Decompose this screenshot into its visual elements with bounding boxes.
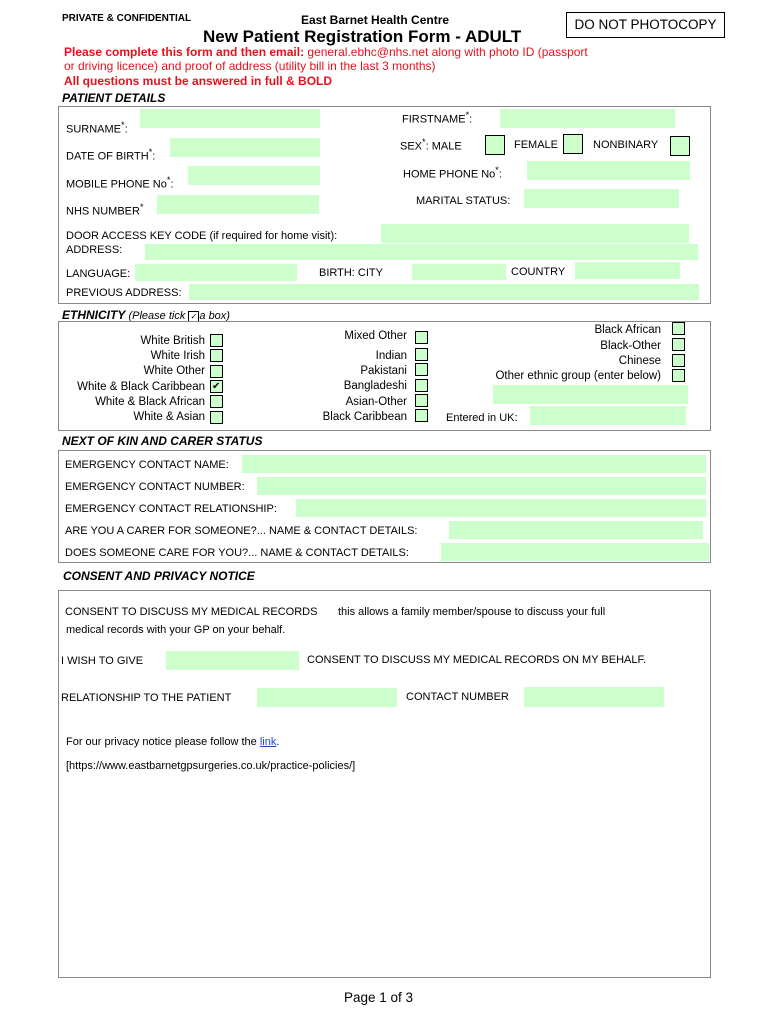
confidential-label: PRIVATE & CONFIDENTIAL bbox=[62, 13, 192, 24]
eth-white-black-caribbean-label: White & Black Caribbean bbox=[77, 381, 205, 393]
carer-for-field[interactable] bbox=[449, 521, 703, 539]
sex-nonbinary-checkbox[interactable] bbox=[670, 136, 690, 156]
door-code-label: DOOR ACCESS KEY CODE (if required for home visit): bbox=[66, 230, 338, 242]
page-number: Page 1 of 3 bbox=[344, 990, 414, 1005]
consent-name-field[interactable] bbox=[166, 651, 299, 670]
dob-label: DATE OF BIRTH*: bbox=[66, 147, 156, 163]
dob-field[interactable] bbox=[170, 138, 320, 157]
sex-nonbinary-label: NONBINARY bbox=[593, 139, 659, 151]
checkmark-icon: ✔ bbox=[212, 381, 221, 392]
consent-desc-2: medical records with your GP on your behalf. bbox=[66, 624, 286, 636]
eth-white-black-african-label: White & Black African bbox=[95, 396, 205, 408]
home-phone-label: HOME PHONE No*: bbox=[403, 165, 502, 181]
eth-asian-other-checkbox[interactable] bbox=[415, 394, 428, 407]
eth-white-irish-label: White Irish bbox=[150, 350, 205, 362]
eth-chinese-checkbox[interactable] bbox=[672, 354, 685, 367]
cared-by-label: DOES SOMEONE CARE FOR YOU?... NAME & CONTACT DETAILS: bbox=[65, 547, 409, 559]
sex-female-label: FEMALE bbox=[514, 139, 559, 151]
form-title: New Patient Registration Form - ADULT bbox=[203, 27, 522, 46]
eth-white-british-checkbox[interactable] bbox=[210, 334, 223, 347]
mobile-field[interactable] bbox=[188, 166, 320, 185]
eth-chinese-label: Chinese bbox=[618, 355, 661, 367]
eth-bangladeshi-checkbox[interactable] bbox=[415, 379, 428, 392]
emergency-number-field[interactable] bbox=[257, 477, 706, 495]
language-label: LANGUAGE: bbox=[66, 268, 131, 280]
birth-city-field[interactable] bbox=[412, 264, 506, 280]
ethnicity-heading: ETHNICITY (Please tick ✓ a box) bbox=[62, 308, 230, 322]
consent-box bbox=[58, 590, 711, 978]
surname-field[interactable] bbox=[140, 109, 320, 128]
do-not-photocopy-stamp: DO NOT PHOTOCOPY bbox=[566, 12, 725, 38]
nhs-field[interactable] bbox=[157, 195, 319, 214]
relationship-label: RELATIONSHIP TO THE PATIENT bbox=[61, 692, 232, 704]
emergency-relationship-field[interactable] bbox=[296, 499, 706, 517]
marital-field[interactable] bbox=[524, 189, 679, 208]
tick-note: (Please tick ✓ a box) bbox=[128, 310, 230, 322]
eth-white-black-african-checkbox[interactable] bbox=[210, 395, 223, 408]
marital-label: MARITAL STATUS: bbox=[416, 195, 511, 207]
emergency-number-label: EMERGENCY CONTACT NUMBER: bbox=[65, 481, 245, 493]
door-code-field[interactable] bbox=[381, 224, 689, 243]
language-field[interactable] bbox=[135, 264, 297, 281]
instructions-line-2: or driving licence) and proof of address (utility bill in the last 3 months) bbox=[64, 59, 436, 73]
eth-asian-other-label: Asian-Other bbox=[345, 396, 407, 408]
eth-other-group-field[interactable] bbox=[493, 385, 688, 404]
eth-mixed-other-label: Mixed Other bbox=[344, 330, 407, 342]
prev-address-field[interactable] bbox=[189, 284, 699, 300]
eth-black-caribbean-checkbox[interactable] bbox=[415, 409, 428, 422]
privacy-url: [https://www.eastbarnetgpsurgeries.co.uk/practice-policies/] bbox=[66, 760, 356, 772]
consent-title: CONSENT TO DISCUSS MY MEDICAL RECORDS bbox=[65, 606, 318, 618]
patient-details-heading: PATIENT DETAILS bbox=[62, 91, 166, 105]
prev-address-label: PREVIOUS ADDRESS: bbox=[66, 287, 182, 299]
entered-uk-label: Entered in UK: bbox=[446, 412, 518, 424]
consent-heading: CONSENT AND PRIVACY NOTICE bbox=[63, 569, 255, 583]
address-label: ADDRESS: bbox=[66, 244, 123, 256]
birth-country-field[interactable] bbox=[575, 262, 680, 279]
eth-white-other-label: White Other bbox=[143, 365, 205, 377]
instructions-line-3: All questions must be answered in full & BOLD bbox=[64, 74, 333, 88]
carer-for-label: ARE YOU A CARER FOR SOMEONE?... NAME & CONTACT DETAILS: bbox=[65, 525, 418, 537]
emergency-name-label: EMERGENCY CONTACT NAME: bbox=[65, 459, 229, 471]
privacy-notice-text: For our privacy notice please follow the link. bbox=[66, 736, 280, 748]
entered-uk-field[interactable] bbox=[530, 406, 686, 425]
privacy-link[interactable]: link bbox=[259, 736, 277, 748]
sex-label: SEX*: MALE bbox=[400, 137, 462, 153]
eth-pakistani-checkbox[interactable] bbox=[415, 363, 428, 376]
consent-desc-1: this allows a family member/spouse to discuss your full bbox=[338, 606, 606, 618]
instructions-line-1 bbox=[64, 45, 588, 59]
emergency-relationship-label: EMERGENCY CONTACT RELATIONSHIP: bbox=[65, 503, 277, 515]
eth-white-black-caribbean-checkbox[interactable] bbox=[210, 380, 223, 393]
eth-white-other-checkbox[interactable] bbox=[210, 365, 223, 378]
eth-white-asian-checkbox[interactable] bbox=[210, 411, 223, 424]
eth-black-other-label: Black-Other bbox=[600, 340, 661, 352]
eth-indian-label: Indian bbox=[375, 350, 407, 362]
contact-number-label: CONTACT NUMBER bbox=[406, 691, 509, 703]
tick-box-icon: ✓ bbox=[188, 311, 199, 322]
centre-name: East Barnet Health Centre bbox=[301, 13, 450, 27]
eth-pakistani-label: Pakistani bbox=[360, 365, 407, 377]
emergency-name-field[interactable] bbox=[242, 455, 706, 473]
eth-other-group-checkbox[interactable] bbox=[672, 369, 685, 382]
surname-label: SURNAME*: bbox=[66, 120, 128, 136]
firstname-field[interactable] bbox=[500, 109, 675, 128]
contact-number-field[interactable] bbox=[524, 687, 664, 707]
eth-mixed-other-checkbox[interactable] bbox=[415, 331, 428, 344]
eth-white-irish-checkbox[interactable] bbox=[210, 349, 223, 362]
eth-black-african-checkbox[interactable] bbox=[672, 322, 685, 335]
instructions-bold: Please complete this form and then email: bbox=[64, 45, 305, 59]
home-phone-field[interactable] bbox=[527, 161, 690, 180]
country-label: COUNTRY bbox=[511, 266, 566, 278]
consent-line: CONSENT TO DISCUSS MY MEDICAL RECORDS ON MY BEHALF. bbox=[307, 654, 647, 666]
instructions-email: general.ebhc@nhs.net along with photo ID (passport bbox=[304, 45, 588, 59]
eth-black-african-label: Black African bbox=[594, 324, 661, 336]
nhs-label: NHS NUMBER* bbox=[66, 202, 144, 218]
kin-heading: NEXT OF KIN AND CARER STATUS bbox=[62, 434, 263, 448]
firstname-label: FIRSTNAME*: bbox=[402, 110, 473, 126]
eth-white-asian-label: White & Asian bbox=[133, 411, 205, 423]
eth-other-group-label: Other ethnic group (enter below) bbox=[495, 370, 661, 382]
sex-male-checkbox[interactable] bbox=[485, 135, 505, 155]
relationship-field[interactable] bbox=[257, 688, 397, 707]
eth-bangladeshi-label: Bangladeshi bbox=[343, 380, 407, 392]
eth-black-other-checkbox[interactable] bbox=[672, 338, 685, 351]
eth-white-british-label: White British bbox=[140, 335, 205, 347]
eth-indian-checkbox[interactable] bbox=[415, 348, 428, 361]
birth-city-label: BIRTH: CITY bbox=[319, 267, 383, 279]
cared-by-field[interactable] bbox=[441, 543, 709, 561]
wish-to-give-label: I WISH TO GIVE bbox=[61, 655, 144, 667]
eth-black-caribbean-label: Black Caribbean bbox=[322, 411, 407, 423]
address-field[interactable] bbox=[145, 244, 698, 260]
sex-female-checkbox[interactable] bbox=[563, 134, 583, 154]
mobile-label: MOBILE PHONE No*: bbox=[66, 175, 174, 191]
